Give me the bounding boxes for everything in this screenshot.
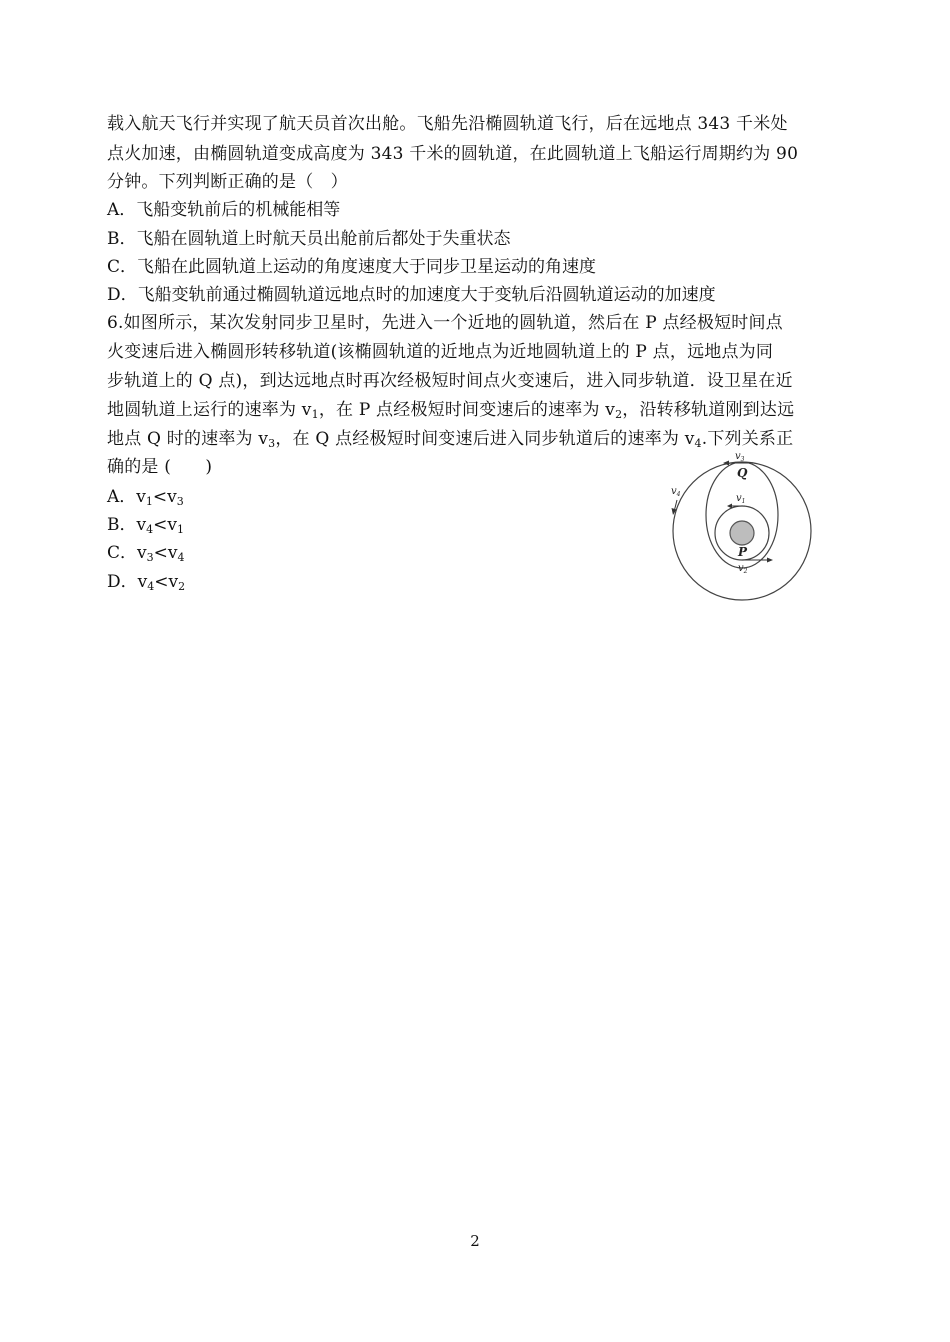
q6-line5-text-a: 地点 Q 时的速率为 v [107, 429, 269, 449]
q6-stem-line-1: 6.如图所示，某次发射同步卫星时，先进入一个近地的圆轨道，然后在 P 点经极短时间点 [107, 313, 783, 333]
point-p-label: P [738, 545, 748, 559]
q6-stem-line-4 [107, 400, 794, 420]
v1-arrowhead [727, 504, 732, 509]
q5-stem-line-1: 载入航天飞行并实现了航天员首次出舱。飞船先沿椭圆轨道飞行，后在远地点 343 千米处 [107, 114, 788, 134]
q6-stem-line-6: 确的是 ( ) [107, 457, 213, 477]
q6-stem-line-3: 步轨道上的 Q 点)，到达远地点时再次经极短时间点火变速后，进入同步轨道．设卫星在近 [107, 371, 793, 391]
q5-option-c: C．飞船在此圆轨道上运动的角度速度大于同步卫星运动的角速度 [107, 257, 597, 277]
v3-label: $v_3$ [735, 451, 745, 463]
earth [730, 521, 754, 545]
q6-stem-line-2: 火变速后进入椭圆形转移轨道(该椭圆轨道的近地点为近地圆轨道上的 P 点，远地点为同 [107, 342, 774, 362]
orbit-diagram [665, 450, 820, 605]
q5-stem-line-2: 点火加速，由椭圆轨道变成高度为 343 千米的圆轨道，在此圆轨道上飞船运行周期约为 90 [107, 144, 799, 164]
q6-line5-sub-3: 3 [268, 437, 276, 450]
q5-option-d: D．飞船变轨前通过椭圆轨道远地点时的加速度大于变轨后沿圆轨道运动的加速度 [107, 285, 716, 305]
q6-option-a: A．$v_1<v_3$ [107, 487, 184, 508]
q6-option-b: B．$v_4<v_1$ [107, 515, 184, 536]
q5-option-b: B．飞船在圆轨道上时航天员出舱前后都处于失重状态 [107, 229, 511, 249]
q6-stem-line-5 [107, 429, 793, 449]
q6-line4-text-a: 地圆轨道上运行的速率为 v [107, 400, 312, 420]
q6-line4-sub-2: 2 [615, 408, 623, 421]
q6-line5-sub-4: 4 [694, 437, 702, 450]
page-number: 2 [470, 1232, 480, 1250]
q6-option-c: C．$v_3<v_4$ [107, 543, 185, 564]
q6-line5-text-c: .下列关系正 [701, 429, 794, 449]
q5-stem-line-3: 分钟。下列判断正确的是（ ） [107, 172, 348, 192]
q6-line4-sub-1: 1 [311, 408, 319, 421]
point-q-label: Q [737, 466, 748, 480]
v2-label: $v_2$ [738, 563, 748, 575]
q6-line4-text-c: ，沿转移轨道刚到达远 [622, 400, 795, 420]
q6-line5-text-b: ，在 Q 点经极短时间变速后进入同步轨道后的速率为 v [275, 429, 695, 449]
v2-arrowhead [767, 558, 773, 563]
v1-label: $v_1$ [736, 493, 746, 505]
v4-label: $v_4$ [671, 486, 681, 498]
q6-option-d: D．$v_4<v_2$ [107, 572, 186, 593]
q6-line4-text-b: ，在 P 点经极短时间变速后的速率为 v [318, 400, 616, 420]
q5-option-a: A．飞船变轨前后的机械能相等 [107, 200, 341, 220]
